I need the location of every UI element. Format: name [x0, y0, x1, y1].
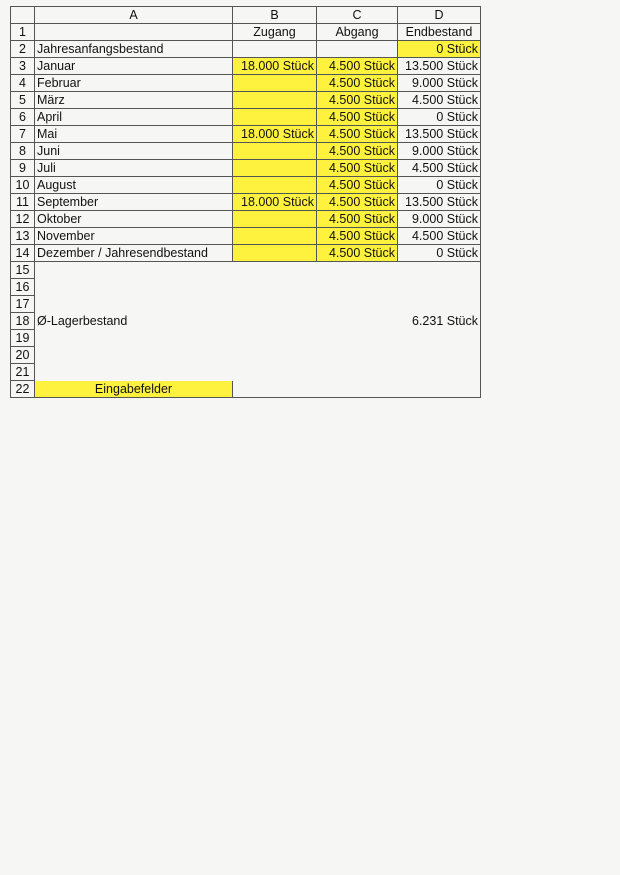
endbestand-cell: 13.500 Stück: [398, 126, 481, 143]
month-label-cell: April: [35, 109, 233, 126]
row-number: 19: [11, 330, 35, 347]
header-zugang: Zugang: [233, 24, 317, 41]
row-number: 7: [11, 126, 35, 143]
abgang-cell[interactable]: 4.500 Stück: [317, 109, 398, 126]
endbestand-cell: 13.500 Stück: [398, 58, 481, 75]
empty-cell: [35, 347, 481, 364]
summary-row: [11, 313, 481, 330]
table-row: [11, 279, 481, 296]
table-row: [11, 177, 481, 194]
endbestand-cell: 0 Stück: [398, 109, 481, 126]
abgang-cell: [317, 41, 398, 58]
row-number: 10: [11, 177, 35, 194]
column-header-b: B: [233, 7, 317, 24]
endbestand-cell: 4.500 Stück: [398, 228, 481, 245]
zugang-cell[interactable]: 18.000 Stück: [233, 126, 317, 143]
row-number: 14: [11, 245, 35, 262]
table-row: [11, 109, 481, 126]
row-number: 12: [11, 211, 35, 228]
summary-label: Ø-Lagerbestand: [35, 313, 398, 330]
table-row: [11, 58, 481, 75]
header-abgang: Abgang: [317, 24, 398, 41]
row-number: 15: [11, 262, 35, 279]
table-row: [11, 245, 481, 262]
table-row: [11, 126, 481, 143]
month-label-cell: Juni: [35, 143, 233, 160]
month-label-cell: August: [35, 177, 233, 194]
zugang-cell[interactable]: [233, 92, 317, 109]
endbestand-cell: 4.500 Stück: [398, 92, 481, 109]
empty-cell: [35, 279, 481, 296]
abgang-cell[interactable]: 4.500 Stück: [317, 126, 398, 143]
row-number: 17: [11, 296, 35, 313]
header-row: [11, 24, 481, 41]
month-label-cell: Februar: [35, 75, 233, 92]
zugang-cell[interactable]: [233, 245, 317, 262]
month-label-cell: Januar: [35, 58, 233, 75]
month-label-cell: Dezember / Jahresendbestand: [35, 245, 233, 262]
row-number: 5: [11, 92, 35, 109]
month-label-cell: Mai: [35, 126, 233, 143]
cell-a1: [35, 24, 233, 41]
row-number: 3: [11, 58, 35, 75]
spreadsheet-table: [10, 6, 481, 398]
table-row: [11, 330, 481, 347]
empty-cell: [35, 262, 481, 279]
endbestand-cell: 13.500 Stück: [398, 194, 481, 211]
table-row: [11, 262, 481, 279]
endbestand-cell: 0 Stück: [398, 177, 481, 194]
abgang-cell[interactable]: 4.500 Stück: [317, 177, 398, 194]
endbestand-cell: 9.000 Stück: [398, 211, 481, 228]
month-label-cell: Juli: [35, 160, 233, 177]
zugang-cell[interactable]: [233, 228, 317, 245]
abgang-cell[interactable]: 4.500 Stück: [317, 143, 398, 160]
zugang-cell[interactable]: [233, 109, 317, 126]
month-label-cell: September: [35, 194, 233, 211]
table-row: [11, 347, 481, 364]
table-row: [11, 228, 481, 245]
row-number: 4: [11, 75, 35, 92]
abgang-cell[interactable]: 4.500 Stück: [317, 245, 398, 262]
table-row: [11, 296, 481, 313]
abgang-cell[interactable]: 4.500 Stück: [317, 58, 398, 75]
empty-cell: [35, 364, 481, 381]
row-number: 20: [11, 347, 35, 364]
month-label-cell: Jahresanfangsbestand: [35, 41, 233, 58]
row-number: 8: [11, 143, 35, 160]
row-number: 22: [11, 381, 35, 398]
column-header-c: C: [317, 7, 398, 24]
row-number: 16: [11, 279, 35, 296]
header-endbestand: Endbestand: [398, 24, 481, 41]
abgang-cell[interactable]: 4.500 Stück: [317, 211, 398, 228]
endbestand-cell: 9.000 Stück: [398, 75, 481, 92]
endbestand-cell: 4.500 Stück: [398, 160, 481, 177]
empty-cell: [35, 296, 481, 313]
row-number: 13: [11, 228, 35, 245]
table-row: [11, 160, 481, 177]
row-number: 18: [11, 313, 35, 330]
zugang-cell: [233, 41, 317, 58]
month-label-cell: Oktober: [35, 211, 233, 228]
legend-row: [11, 381, 481, 398]
row-number: 21: [11, 364, 35, 381]
endbestand-cell: 9.000 Stück: [398, 143, 481, 160]
zugang-cell[interactable]: [233, 160, 317, 177]
empty-cell: [35, 330, 481, 347]
month-label-cell: März: [35, 92, 233, 109]
column-header-d: D: [398, 7, 481, 24]
legend-input-fields: Eingabefelder: [35, 381, 233, 398]
abgang-cell[interactable]: 4.500 Stück: [317, 160, 398, 177]
row-number: 2: [11, 41, 35, 58]
table-row: [11, 41, 481, 58]
row-number: 1: [11, 24, 35, 41]
abgang-cell[interactable]: 4.500 Stück: [317, 228, 398, 245]
corner-cell: [11, 7, 35, 24]
endbestand-cell: 0 Stück: [398, 245, 481, 262]
table-row: [11, 92, 481, 109]
row-number: 11: [11, 194, 35, 211]
empty-cell: [233, 381, 481, 398]
row-number: 6: [11, 109, 35, 126]
zugang-cell[interactable]: [233, 75, 317, 92]
table-row: [11, 75, 481, 92]
abgang-cell[interactable]: 4.500 Stück: [317, 92, 398, 109]
abgang-cell[interactable]: 4.500 Stück: [317, 194, 398, 211]
zugang-cell[interactable]: [233, 143, 317, 160]
summary-value: 6.231 Stück: [398, 313, 481, 330]
table-row: [11, 143, 481, 160]
column-header-row: [11, 7, 481, 24]
zugang-cell[interactable]: 18.000 Stück: [233, 58, 317, 75]
table-row: [11, 211, 481, 228]
column-header-a: A: [35, 7, 233, 24]
row-number: 9: [11, 160, 35, 177]
zugang-cell[interactable]: 18.000 Stück: [233, 194, 317, 211]
month-label-cell: November: [35, 228, 233, 245]
endbestand-cell[interactable]: 0 Stück: [398, 41, 481, 58]
abgang-cell[interactable]: 4.500 Stück: [317, 75, 398, 92]
table-row: [11, 364, 481, 381]
zugang-cell[interactable]: [233, 177, 317, 194]
zugang-cell[interactable]: [233, 211, 317, 228]
table-row: [11, 194, 481, 211]
